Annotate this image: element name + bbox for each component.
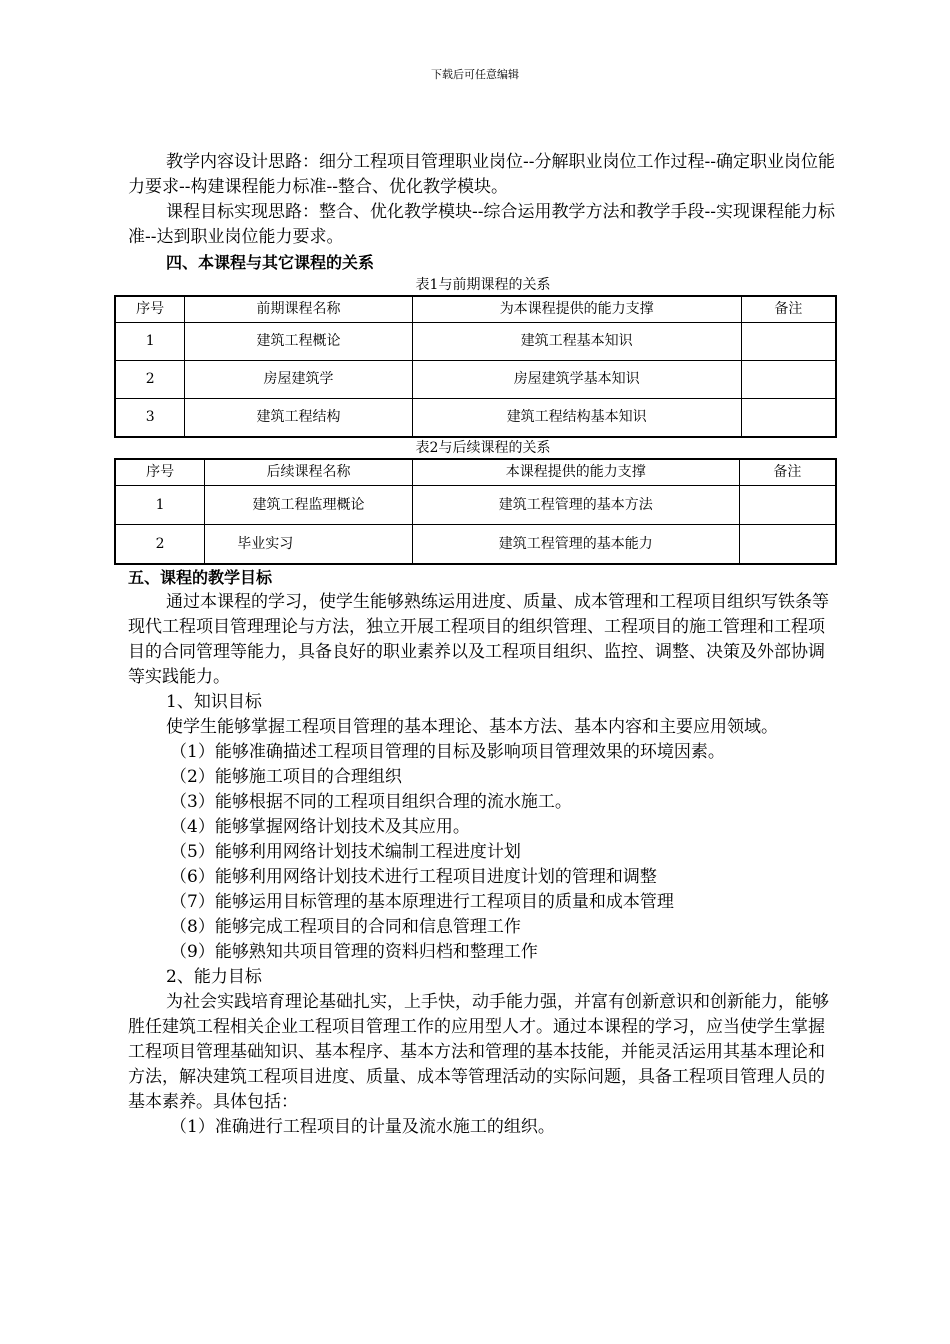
table-cell: 3 <box>115 399 185 438</box>
table-follow-up-courses <box>114 458 837 565</box>
table-cell <box>741 399 836 438</box>
table-prior-courses <box>114 295 837 438</box>
table-caption: 表2与后续课程的关系 <box>415 440 551 456</box>
table-cell <box>739 486 836 525</box>
header-cell: 为本课程提供的能力支撑 <box>412 296 741 323</box>
section-heading: 五、课程的教学目标 <box>128 568 273 587</box>
paragraph: 通过本课程的学习，使学生能够熟练运用进度、质量、成本管理和工程项目组织写铁条等现代工程项目管理理论与方法，独立开展工程项目的组织管理、工程项目的施工管理和工程项目的合同管理等能力，具备良好的职业素养以及工程项目组织、监控、调整、决策及外部协调等实践能力。 <box>128 592 829 687</box>
header-cell: 序号 <box>115 296 185 323</box>
list-item: （3）能够根据不同的工程项目组织合理的流水施工。 <box>170 792 572 812</box>
list-item: （6）能够利用网络计划技术进行工程项目进度计划的管理和调整 <box>170 867 657 887</box>
list-item: （1）能够准确描述工程项目管理的目标及影响项目管理效果的环境因素。 <box>170 742 725 762</box>
paragraph: 课程目标实现思路：整合、优化教学模块--综合运用教学方法和教学手段--实现课程能力标准--达到职业岗位能力要求。 <box>128 202 835 247</box>
table-row <box>115 525 836 565</box>
table-cell: 房屋建筑学基本知识 <box>412 361 741 399</box>
table-row <box>115 323 836 361</box>
table-header-row <box>115 459 836 486</box>
header-cell: 备注 <box>739 459 836 486</box>
paragraph: 为社会实践培育理论基础扎实，上手快，动手能力强，并富有创新意识和创新能力，能够胜任建筑工程相关企业工程项目管理工作的应用型人才。通过本课程的学习，应当使学生掌握工程项目管理基础知识、基本程序、基本方法和管理的基本技能，并能灵活运用其基本理论和方法，解决建筑工程项目进度、质量、成本等管理活动的实际问题，具备工程项目管理人员的基本素养。具体包括： <box>128 992 829 1112</box>
table-cell: 毕业实习 <box>205 525 412 565</box>
table-cell: 建筑工程结构 <box>185 399 412 438</box>
list-item: （5）能够利用网络计划技术编制工程进度计划 <box>170 842 521 862</box>
table-cell <box>741 323 836 361</box>
header-cell: 后续课程名称 <box>205 459 412 486</box>
table-caption: 表1与前期课程的关系 <box>415 277 551 293</box>
table-cell: 房屋建筑学 <box>185 361 412 399</box>
table-cell: 建筑工程管理的基本方法 <box>412 486 739 525</box>
table-cell: 2 <box>115 361 185 399</box>
list-item: （4）能够掌握网络计划技术及其应用。 <box>170 817 470 837</box>
table-header-row <box>115 296 836 323</box>
table-row <box>115 399 836 438</box>
subsection-heading: 2、能力目标 <box>166 967 262 987</box>
list-item: （7）能够运用目标管理的基本原理进行工程项目的质量和成本管理 <box>170 892 674 912</box>
table-cell: 建筑工程监理概论 <box>205 486 412 525</box>
table-cell: 1 <box>115 323 185 361</box>
section-heading: 四、本课程与其它课程的关系 <box>166 253 375 272</box>
paragraph: 使学生能够掌握工程项目管理的基本理论、基本方法、基本内容和主要应用领域。 <box>166 717 778 737</box>
table-cell <box>741 361 836 399</box>
table-cell <box>739 525 836 565</box>
page-header: 下载后可任意编辑 <box>431 68 519 81</box>
document-body <box>128 150 838 1140</box>
list-item: （1）准确进行工程项目的计量及流水施工的组织。 <box>170 1117 555 1137</box>
header-cell: 前期课程名称 <box>185 296 412 323</box>
table-cell: 建筑工程基本知识 <box>412 323 741 361</box>
list-item: （2）能够施工项目的合理组织 <box>170 767 402 787</box>
table-cell: 建筑工程结构基本知识 <box>412 399 741 438</box>
table-cell: 建筑工程管理的基本能力 <box>412 525 739 565</box>
table-cell: 2 <box>115 525 205 565</box>
header-cell: 序号 <box>115 459 205 486</box>
table-row <box>115 486 836 525</box>
header-cell: 备注 <box>741 296 836 323</box>
list-item: （9）能够熟知共项目管理的资料归档和整理工作 <box>170 942 538 962</box>
table-cell: 建筑工程概论 <box>185 323 412 361</box>
list-item: （8）能够完成工程项目的合同和信息管理工作 <box>170 917 521 937</box>
paragraph: 教学内容设计思路：细分工程项目管理职业岗位--分解职业岗位工作过程--确定职业岗位能力要求--构建课程能力标准--整合、优化教学模块。 <box>128 152 835 197</box>
table-row <box>115 361 836 399</box>
table-cell: 1 <box>115 486 205 525</box>
header-cell: 本课程提供的能力支撑 <box>412 459 739 486</box>
subsection-heading: 1、知识目标 <box>166 692 262 712</box>
